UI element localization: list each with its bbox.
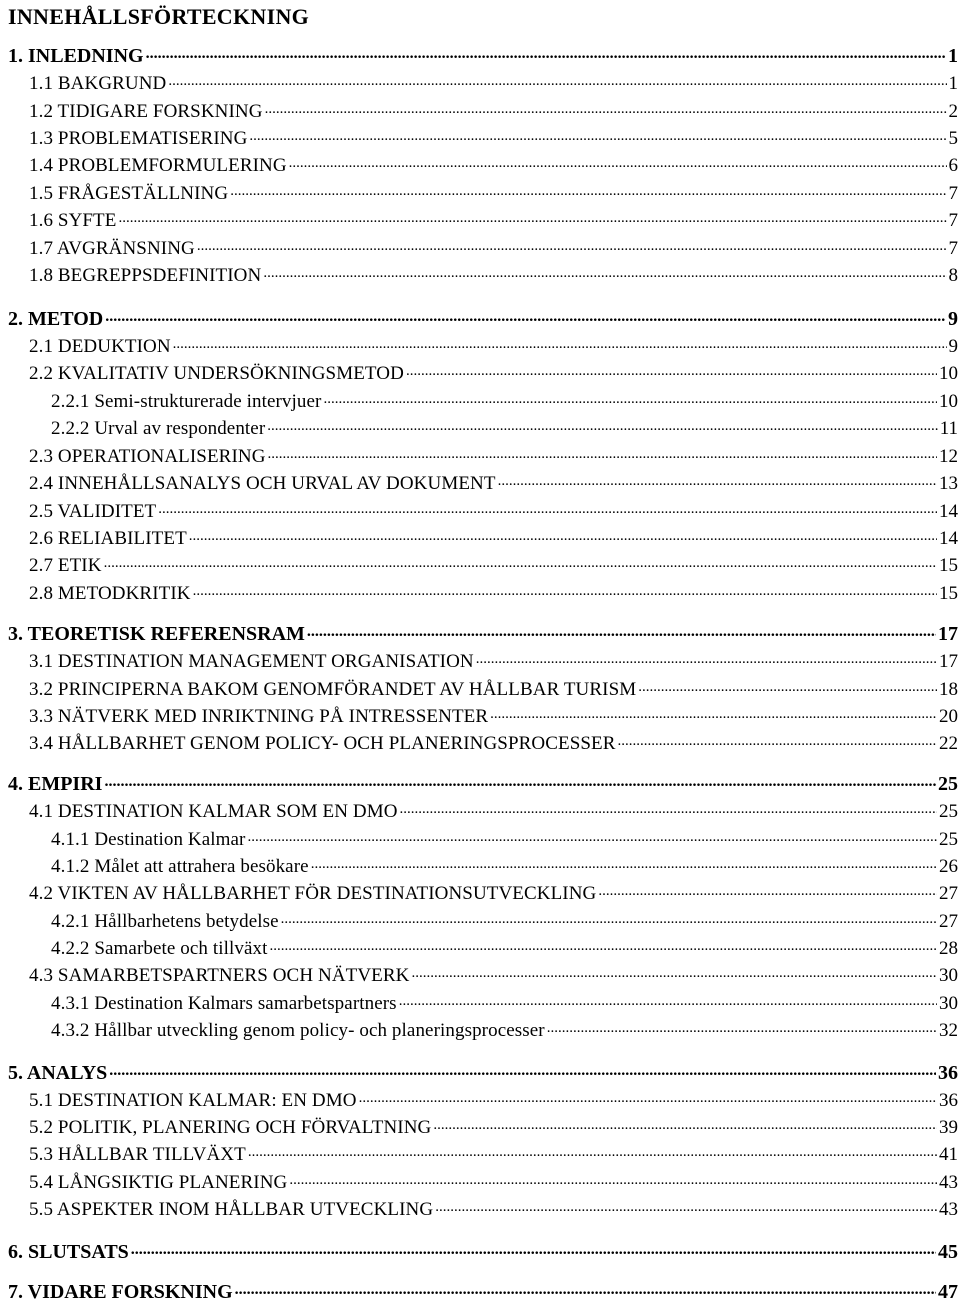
toc-entry-level-3[interactable] [51, 828, 958, 852]
dot-leader [433, 1112, 937, 1137]
toc-entry-level-1[interactable] [8, 1061, 958, 1085]
toc-entry-label: 4.3.1 Destination Kalmars samarbetspartners [51, 993, 397, 1014]
dot-leader [618, 728, 937, 753]
toc-entry-level-2[interactable] [29, 554, 958, 578]
dot-leader [247, 824, 937, 849]
toc-entry-level-2[interactable] [29, 127, 958, 151]
toc-entry-level-2[interactable] [29, 264, 958, 288]
toc-entry-label: 5.2 POLITIK, PLANERING OCH FÖRVALTNING [29, 1117, 432, 1138]
toc-entry-page-number: 43 [939, 1172, 958, 1193]
toc-entry-level-1[interactable] [8, 772, 958, 796]
dot-leader [118, 205, 946, 230]
dot-leader [400, 796, 937, 821]
toc-entry-page-number: 8 [948, 265, 958, 286]
toc-entry-page-number: 32 [939, 1020, 958, 1041]
toc-entry-level-2[interactable] [29, 527, 958, 551]
toc-entry-label: 2. METOD [8, 308, 104, 330]
toc-entry-level-2[interactable] [29, 209, 958, 233]
toc-entry-page-number: 43 [939, 1199, 958, 1220]
toc-entry-label: 4.2 VIKTEN AV HÅLLBARHET FÖR DESTINATIONSUTVECKLING [29, 883, 597, 904]
toc-entry-page-number: 5 [948, 128, 958, 149]
toc-entry-level-2[interactable] [29, 1171, 958, 1195]
dot-leader [359, 1085, 937, 1110]
toc-entry-level-2[interactable] [29, 237, 958, 261]
toc-entry-level-1[interactable] [8, 1240, 958, 1264]
toc-entry-label: 4.1 DESTINATION KALMAR SOM EN DMO [29, 801, 398, 822]
toc-entry-level-2[interactable] [29, 500, 958, 524]
dot-leader [323, 386, 937, 411]
dot-leader [248, 1139, 937, 1164]
toc-entry-label: 3.1 DESTINATION MANAGEMENT ORGANISATION [29, 651, 474, 672]
dot-leader [173, 331, 947, 356]
dot-leader [193, 578, 937, 603]
toc-entry-level-2[interactable] [29, 650, 958, 674]
toc-entry-level-2[interactable] [29, 1143, 958, 1167]
toc-entry-level-2[interactable] [29, 72, 958, 96]
toc-entry-level-3[interactable] [51, 937, 958, 961]
toc-entry-page-number: 17 [939, 651, 958, 672]
toc-entry-level-2[interactable] [29, 1089, 958, 1113]
toc-entry-level-2[interactable] [29, 154, 958, 178]
toc-entry-level-2[interactable] [29, 800, 958, 824]
toc-entry-page-number: 14 [939, 528, 958, 549]
toc-entry-label: 2.3 OPERATIONALISERING [29, 446, 266, 467]
toc-entry-level-2[interactable] [29, 335, 958, 359]
toc-entry-page-number: 25 [938, 773, 958, 795]
toc-entry-label: 3.4 HÅLLBARHET GENOM POLICY- OCH PLANERINGSPROCESSER [29, 733, 616, 754]
toc-entry-level-1[interactable] [8, 1280, 958, 1304]
toc-entry-label: 1. INLEDNING [8, 45, 144, 67]
dot-leader [267, 413, 937, 438]
toc-entry-label: 1.7 AVGRÄNSNING [29, 238, 195, 259]
toc-entry-label: 5.3 HÅLLBAR TILLVÄXT [29, 1144, 246, 1165]
toc-entry-page-number: 7 [948, 238, 958, 259]
toc-entry-level-2[interactable] [29, 182, 958, 206]
toc-entry-page-number: 22 [939, 733, 958, 754]
toc-entry-label: 1.2 TIDIGARE FORSKNING [29, 101, 263, 122]
toc-entry-page-number: 12 [939, 446, 958, 467]
toc-entry-page-number: 30 [939, 993, 958, 1014]
toc-entry-level-2[interactable] [29, 362, 958, 386]
dot-leader [230, 178, 946, 203]
dot-leader [307, 618, 936, 644]
toc-entry-label: 7. VIDARE FORSKNING [8, 1281, 233, 1303]
toc-entry-label: 1.1 BAKGRUND [29, 73, 167, 94]
toc-entry-label: 2.1 DEDUKTION [29, 336, 171, 357]
dot-leader [311, 851, 937, 876]
toc-entry-level-2[interactable] [29, 964, 958, 988]
toc-entry-label: 1.8 BEGREPPSDEFINITION [29, 265, 262, 286]
dot-leader [435, 1194, 937, 1219]
toc-entry-level-3[interactable] [51, 1019, 958, 1043]
toc-entry-page-number: 9 [948, 308, 958, 330]
toc-entry-page-number: 28 [939, 938, 958, 959]
dot-leader [498, 468, 937, 493]
dot-leader [281, 906, 937, 931]
toc-entry-level-3[interactable] [51, 417, 958, 441]
toc-entry-page-number: 2 [948, 101, 958, 122]
dot-leader [476, 646, 937, 671]
toc-entry-page-number: 1 [948, 45, 958, 67]
toc-entry-level-2[interactable] [29, 1198, 958, 1222]
toc-entry-page-number: 10 [939, 363, 958, 384]
dot-leader [235, 1276, 936, 1302]
toc-entry-page-number: 47 [938, 1281, 958, 1303]
dot-leader [598, 878, 937, 903]
dot-leader [289, 150, 947, 175]
dot-leader [490, 701, 937, 726]
toc-entry-page-number: 36 [938, 1062, 958, 1084]
toc-entry-label: 6. SLUTSATS [8, 1241, 129, 1263]
dot-leader [168, 68, 946, 93]
dot-leader [189, 523, 937, 548]
toc-entry-page-number: 9 [948, 336, 958, 357]
dot-leader [547, 1015, 937, 1040]
toc-entry-label: 4.3.2 Hållbar utveckling genom policy- och planeringsprocesser [51, 1020, 545, 1041]
toc-entry-level-2[interactable] [29, 732, 958, 756]
toc-entry-level-2[interactable] [29, 882, 958, 906]
toc-entry-label: 5.5 ASPEKTER INOM HÅLLBAR UTVECKLING [29, 1199, 434, 1220]
dot-leader [268, 441, 937, 466]
toc-entry-label: 3.2 PRINCIPERNA BAKOM GENOMFÖRANDET AV HÅLLBAR TURISM [29, 679, 637, 700]
toc-entry-page-number: 20 [939, 706, 958, 727]
toc-entry-label: 2.5 VALIDITET [29, 501, 157, 522]
dot-leader [105, 303, 946, 329]
dot-leader [158, 496, 937, 521]
toc-entry-label: 2.6 RELIABILITET [29, 528, 187, 549]
toc-entry-page-number: 27 [939, 883, 958, 904]
dot-leader [289, 1167, 937, 1192]
toc-entry-level-3[interactable] [51, 992, 958, 1016]
toc-entry-label: 1.6 SYFTE [29, 210, 117, 231]
dot-leader [263, 260, 946, 285]
dot-leader [399, 988, 937, 1013]
toc-entry-page-number: 36 [939, 1090, 958, 1111]
toc-entry-page-number: 7 [948, 183, 958, 204]
toc-entry-label: 1.4 PROBLEMFORMULERING [29, 155, 287, 176]
toc-entry-page-number: 26 [939, 856, 958, 877]
toc-entry-label: 1.3 PROBLEMATISERING [29, 128, 248, 149]
toc-entry-page-number: 15 [939, 583, 958, 604]
toc-entry-level-1[interactable] [8, 307, 958, 331]
toc-entry-label: 4.1.2 Målet att attrahera besökare [51, 856, 309, 877]
toc-title: INNEHÅLLSFÖRTECKNING [8, 4, 310, 29]
toc-entry-level-1[interactable] [8, 44, 958, 68]
toc-entry-page-number: 6 [948, 155, 958, 176]
dot-leader [197, 233, 947, 258]
dot-leader [104, 768, 936, 794]
toc-entry-label: 2.2.1 Semi-strukturerade intervjuer [51, 391, 322, 412]
toc-entry-level-3[interactable] [51, 390, 958, 414]
dot-leader [104, 550, 937, 575]
toc-entry-page-number: 1 [948, 73, 958, 94]
toc-entry-level-2[interactable] [29, 705, 958, 729]
toc-entry-label: 3.3 NÄTVERK MED INRIKTNING PÅ INTRESSENTER [29, 706, 489, 727]
toc-entry-label: 1.5 FRÅGESTÄLLNING [29, 183, 229, 204]
toc-entry-level-1[interactable] [8, 622, 958, 646]
dot-leader [265, 96, 947, 121]
toc-entry-page-number: 30 [939, 965, 958, 986]
dot-leader [146, 40, 946, 66]
toc-entry-page-number: 25 [939, 801, 958, 822]
dot-leader [638, 674, 937, 699]
toc-entry-label: 2.7 ETIK [29, 555, 102, 576]
toc-entry-label: 4. EMPIRI [8, 773, 103, 795]
dot-leader [131, 1236, 936, 1262]
toc-entry-label: 5. ANALYS [8, 1062, 108, 1084]
dot-leader [411, 960, 937, 985]
toc-entry-page-number: 14 [939, 501, 958, 522]
toc-entry-label: 3. TEORETISK REFERENSRAM [8, 623, 305, 645]
toc-entry-level-2[interactable] [29, 100, 958, 124]
toc-entry-level-2[interactable] [29, 1116, 958, 1140]
toc-entry-page-number: 25 [939, 829, 958, 850]
toc-entry-page-number: 45 [938, 1241, 958, 1263]
toc-entry-label: 4.2.1 Hållbarhetens betydelse [51, 911, 279, 932]
toc-entry-page-number: 27 [939, 911, 958, 932]
toc-entry-label: 4.1.1 Destination Kalmar [51, 829, 246, 850]
toc-entry-page-number: 39 [939, 1117, 958, 1138]
toc-entry-label: 4.2.2 Samarbete och tillväxt [51, 938, 268, 959]
toc-entry-label: 2.8 METODKRITIK [29, 583, 191, 604]
toc-entry-page-number: 41 [939, 1144, 958, 1165]
toc-entry-label: 4.3 SAMARBETSPARTNERS OCH NÄTVERK [29, 965, 410, 986]
toc-entry-label: 2.2.2 Urval av respondenter [51, 418, 266, 439]
toc-entry-level-2[interactable] [29, 472, 958, 496]
toc-entry-level-2[interactable] [29, 678, 958, 702]
toc-entry-label: 2.4 INNEHÅLLSANALYS OCH URVAL AV DOKUMENT [29, 473, 496, 494]
toc-entry-page-number: 7 [948, 210, 958, 231]
dot-leader [406, 358, 937, 383]
dot-leader [249, 123, 946, 148]
toc-entry-page-number: 15 [939, 555, 958, 576]
dot-leader [270, 933, 938, 958]
toc-entry-label: 5.1 DESTINATION KALMAR: EN DMO [29, 1090, 357, 1111]
toc-entry-page-number: 13 [939, 473, 958, 494]
toc-entry-page-number: 10 [939, 391, 958, 412]
toc-entry-level-3[interactable] [51, 855, 958, 879]
toc-entry-label: 5.4 LÅNGSIKTIG PLANERING [29, 1172, 288, 1193]
toc-entry-label: 2.2 KVALITATIV UNDERSÖKNINGSMETOD [29, 363, 404, 384]
toc-entry-page-number: 11 [939, 418, 958, 439]
dot-leader [109, 1057, 936, 1083]
toc-entry-page-number: 17 [938, 623, 958, 645]
toc-entry-level-3[interactable] [51, 910, 958, 934]
toc-entry-page-number: 18 [939, 679, 958, 700]
toc-entry-level-2[interactable] [29, 582, 958, 606]
toc-entry-level-2[interactable] [29, 445, 958, 469]
